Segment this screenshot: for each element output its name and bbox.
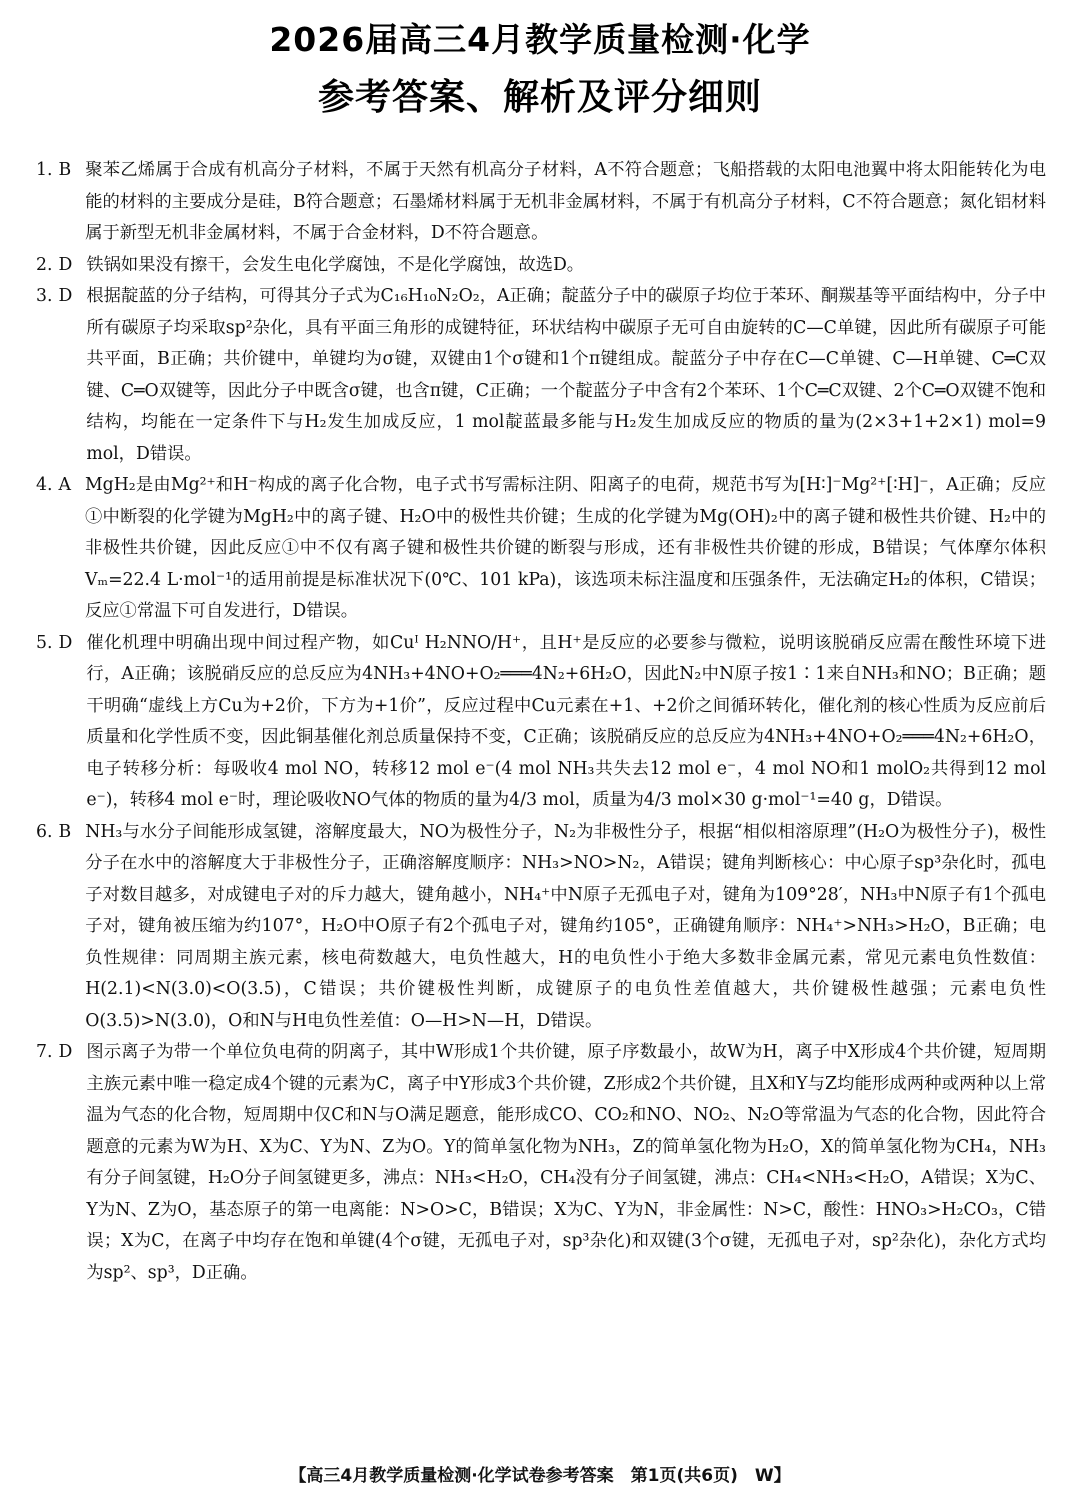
explanation-text [86,281,1046,470]
answer-letter: D [58,1042,73,1062]
answer-item [36,628,1046,817]
question-number: 5. [36,632,53,653]
question-number: 2. [36,254,53,275]
answer-letter: D [58,286,73,306]
explanation-paragraph: 聚苯乙烯属于合成有机高分子材料，不属于天然有机高分子材料，A不符合题意；飞船搭载的太阳电池翼中将太阳能转化为电能的材料的主要成分是硅，B符合题意；石墨烯材料属于无机非金属材料，不属于有机高分子材料，C不符合题意；氮化铝材料属于新型无机非金属材料，不属于合金材料，D不符合题意。 [85,160,1046,243]
answer-item [36,817,1046,1038]
answer-item [36,155,1046,250]
page-subtitle: 参考答案、解析及评分细则 [317,77,762,118]
explanation-paragraph: NH₃与水分子间能形成氢键，溶解度最大，NO为极性分子，N₂为非极性分子，根据“相似相溶原理”(H₂O为极性分子)，极性分子在水中的溶解度大于非极性分子，正确溶解度顺序：NH₃>NO>N₂，A错误；键角判断核心：中心原子sp³杂化时，孤电子对数目越多，对成键电子对的斥力越大，键角越小，NH₄⁺中N原子无孤电子对，键角为109°28′，NH₃中N原子有1个孤电子对，键角被压缩为约107°，H₂O中O原子有2个孤电子对，键角约105°，正确键角顺序：NH₄⁺>NH₃>H₂O，B正确；电负性规律：同周期主族元素，核电荷数越大，电负性越大，H的电负性小于绝大多数非金属元素，常见元素电负性数值：H(2.1)<N(3.0)<O(3.5)，C错误；共价键极性判断，成键原子的电负性差值越大，共价键极性越强；元素电负性O(3.5)>N(3.0)，O和N与H电负性差值：O—H>N—H，D错误。 [85,821,1046,1031]
answer-item-number [36,250,86,282]
explanation-paragraph: 催化机理中明确出现中间过程产物，如Cuᴵ H₂NNO/H⁺，且H⁺是反应的必要参与微粒，说明该脱硝反应需在酸性环境下进行，A正确；该脱硝反应的总反应为4NH₃+4NO+O₂═══4N₂+6H₂O，因此N₂中N原子按1∶1来自NH₃和NO；B正确；题干明确“虚线上方Cu为+2价，下方为+1价”，反应过程中Cu元素在+1、+2价之间循环转化，催化剂的核心性质为反应前后质量和化学性质不变，因此铜基催化剂总质量保持不变，C正确；该脱硝反应的总反应为4NH₃+4NO+O₂═══4N₂+6H₂O，电子转移分析：每吸收4 mol NO，转移12 mol e⁻(4 mol NH₃共失去12 mol e⁻，4 mol NO和1 molO₂共得到12 mol e⁻)，转移4 mol e⁻时，理论吸收NO气体的物质的量为4/3 mol，质量为4/3 mol×30 g·mol⁻¹=40 g，D错误。 [86,632,1046,810]
explanation-text [85,155,1046,250]
question-number: 6. [36,821,53,842]
answer-list [36,155,1046,1289]
answer-letter: A [58,475,71,495]
explanation-paragraph: 根据靛蓝的分子结构，可得其分子式为C₁₆H₁₀N₂O₂，A正确；靛蓝分子中的碳原子均位于苯环、酮羰基等平面结构中，分子中所有碳原子均采取sp²杂化，具有平面三角形的成键特征，环状结构中碳原子无可自由旋转的C—C单键，因此所有碳原子可能共平面，B正确；共价键中，单键均为σ键，双键由1个σ键和1个π键组成。靛蓝分子中存在C—C单键、C—H单键、C═C双键、C═O双键等，因此分子中既含σ键，也含π键，C正确；一个靛蓝分子中含有2个苯环、1个C═C双键、2个C═O双键不饱和结构，均能在一定条件下与H₂发生加成反应，1 mol靛蓝最多能与H₂发生加成反应的物质的量为(2×3+1+2×1) mol=9 mol，D错误。 [86,286,1046,464]
question-number: 4. [36,475,53,495]
page-title: 2026届高三4月教学质量检测·化学 [269,20,811,59]
answer-item-number [36,1037,86,1069]
answer-item [36,281,1046,470]
explanation-text [86,250,584,282]
explanation-text [85,470,1046,628]
explanation-paragraph: 图示离子为带一个单位负电荷的阴离子，其中W形成1个共价键，原子序数最小，故W为H，离子中X形成4个共价键，短周期主族元素中唯一稳定成4个键的元素为C，离子中Y形成3个共价键，Z形成2个共价键，且X和Y与Z均能形成两种或两种以上常温为气态的化合物，短周期中仅C和N与O满足题意，能形成CO、CO₂和NO、NO₂、N₂O等常温为气态的化合物，因此符合题意的元素为W为H、X为C、Y为N、Z为O。Y的简单氢化物为NH₃，Z的简单氢化物为H₂O，X的简单氢化物为CH₄，NH₃有分子间氢键，H₂O分子间氢键更多，沸点：NH₃<H₂O，CH₄没有分子间氢键，沸点：CH₄<NH₃<H₂O，A错误；X为C、Y为N、Z为O，基态原子的第一电离能：N>O>C，B错误；X为C、Y为N，非金属性：N>C，酸性：HNO₃>H₂CO₃，C错误；X为C，在离子中均存在饱和单键(4个σ键，无孤电子对，sp³杂化)和双键(3个σ键，无孤电子对，sp²杂化)，杂化方式均为sp²、sp³，D正确。 [86,1042,1046,1283]
question-number: 3. [36,286,53,306]
answer-letter: D [58,254,73,275]
page-footer: 【高三4月教学质量检测·化学试卷参考答案 第1页(共6页) W】 [289,1466,791,1486]
answer-item [36,1037,1046,1289]
question-number: 1. [36,160,53,180]
explanation-paragraph: 铁锅如果没有擦干，会发生电化学腐蚀，不是化学腐蚀，故选D。 [86,254,585,275]
explanation-text [85,817,1046,1038]
answer-item-number [36,817,85,849]
explanation-text [86,1037,1046,1289]
answer-letter: D [58,632,73,653]
answer-item [36,250,1046,282]
answer-item-number [36,155,85,187]
answer-item [36,470,1046,628]
explanation-text [86,628,1046,817]
answer-item-number [36,281,86,313]
explanation-paragraph: MgH₂是由Mg²⁺和H⁻构成的离子化合物，电子式书写需标注阴、阳离子的电荷，规范书写为[H∶]⁻Mg²⁺[∶H]⁻，A正确；反应①中断裂的化学键为MgH₂中的离子键、H₂O中的极性共价键；生成的化学键为Mg(OH)₂中的离子键和极性共价键、H₂中的非极性共价键，因此反应①中不仅有离子键和极性共价键的断裂与形成，还有非极性共价键的形成，B错误；气体摩尔体积Vₘ=22.4 L·mol⁻¹的适用前提是标准状况下(0℃、101 kPa)，该选项未标注温度和压强条件，无法确定H₂的体积，C错误；反应①常温下可自发进行，D错误。 [84,475,1046,621]
answer-item-number [36,628,86,660]
answer-letter: B [58,160,72,180]
answer-item-number [36,470,85,502]
question-number: 7. [36,1042,53,1062]
answer-letter: B [58,821,72,842]
